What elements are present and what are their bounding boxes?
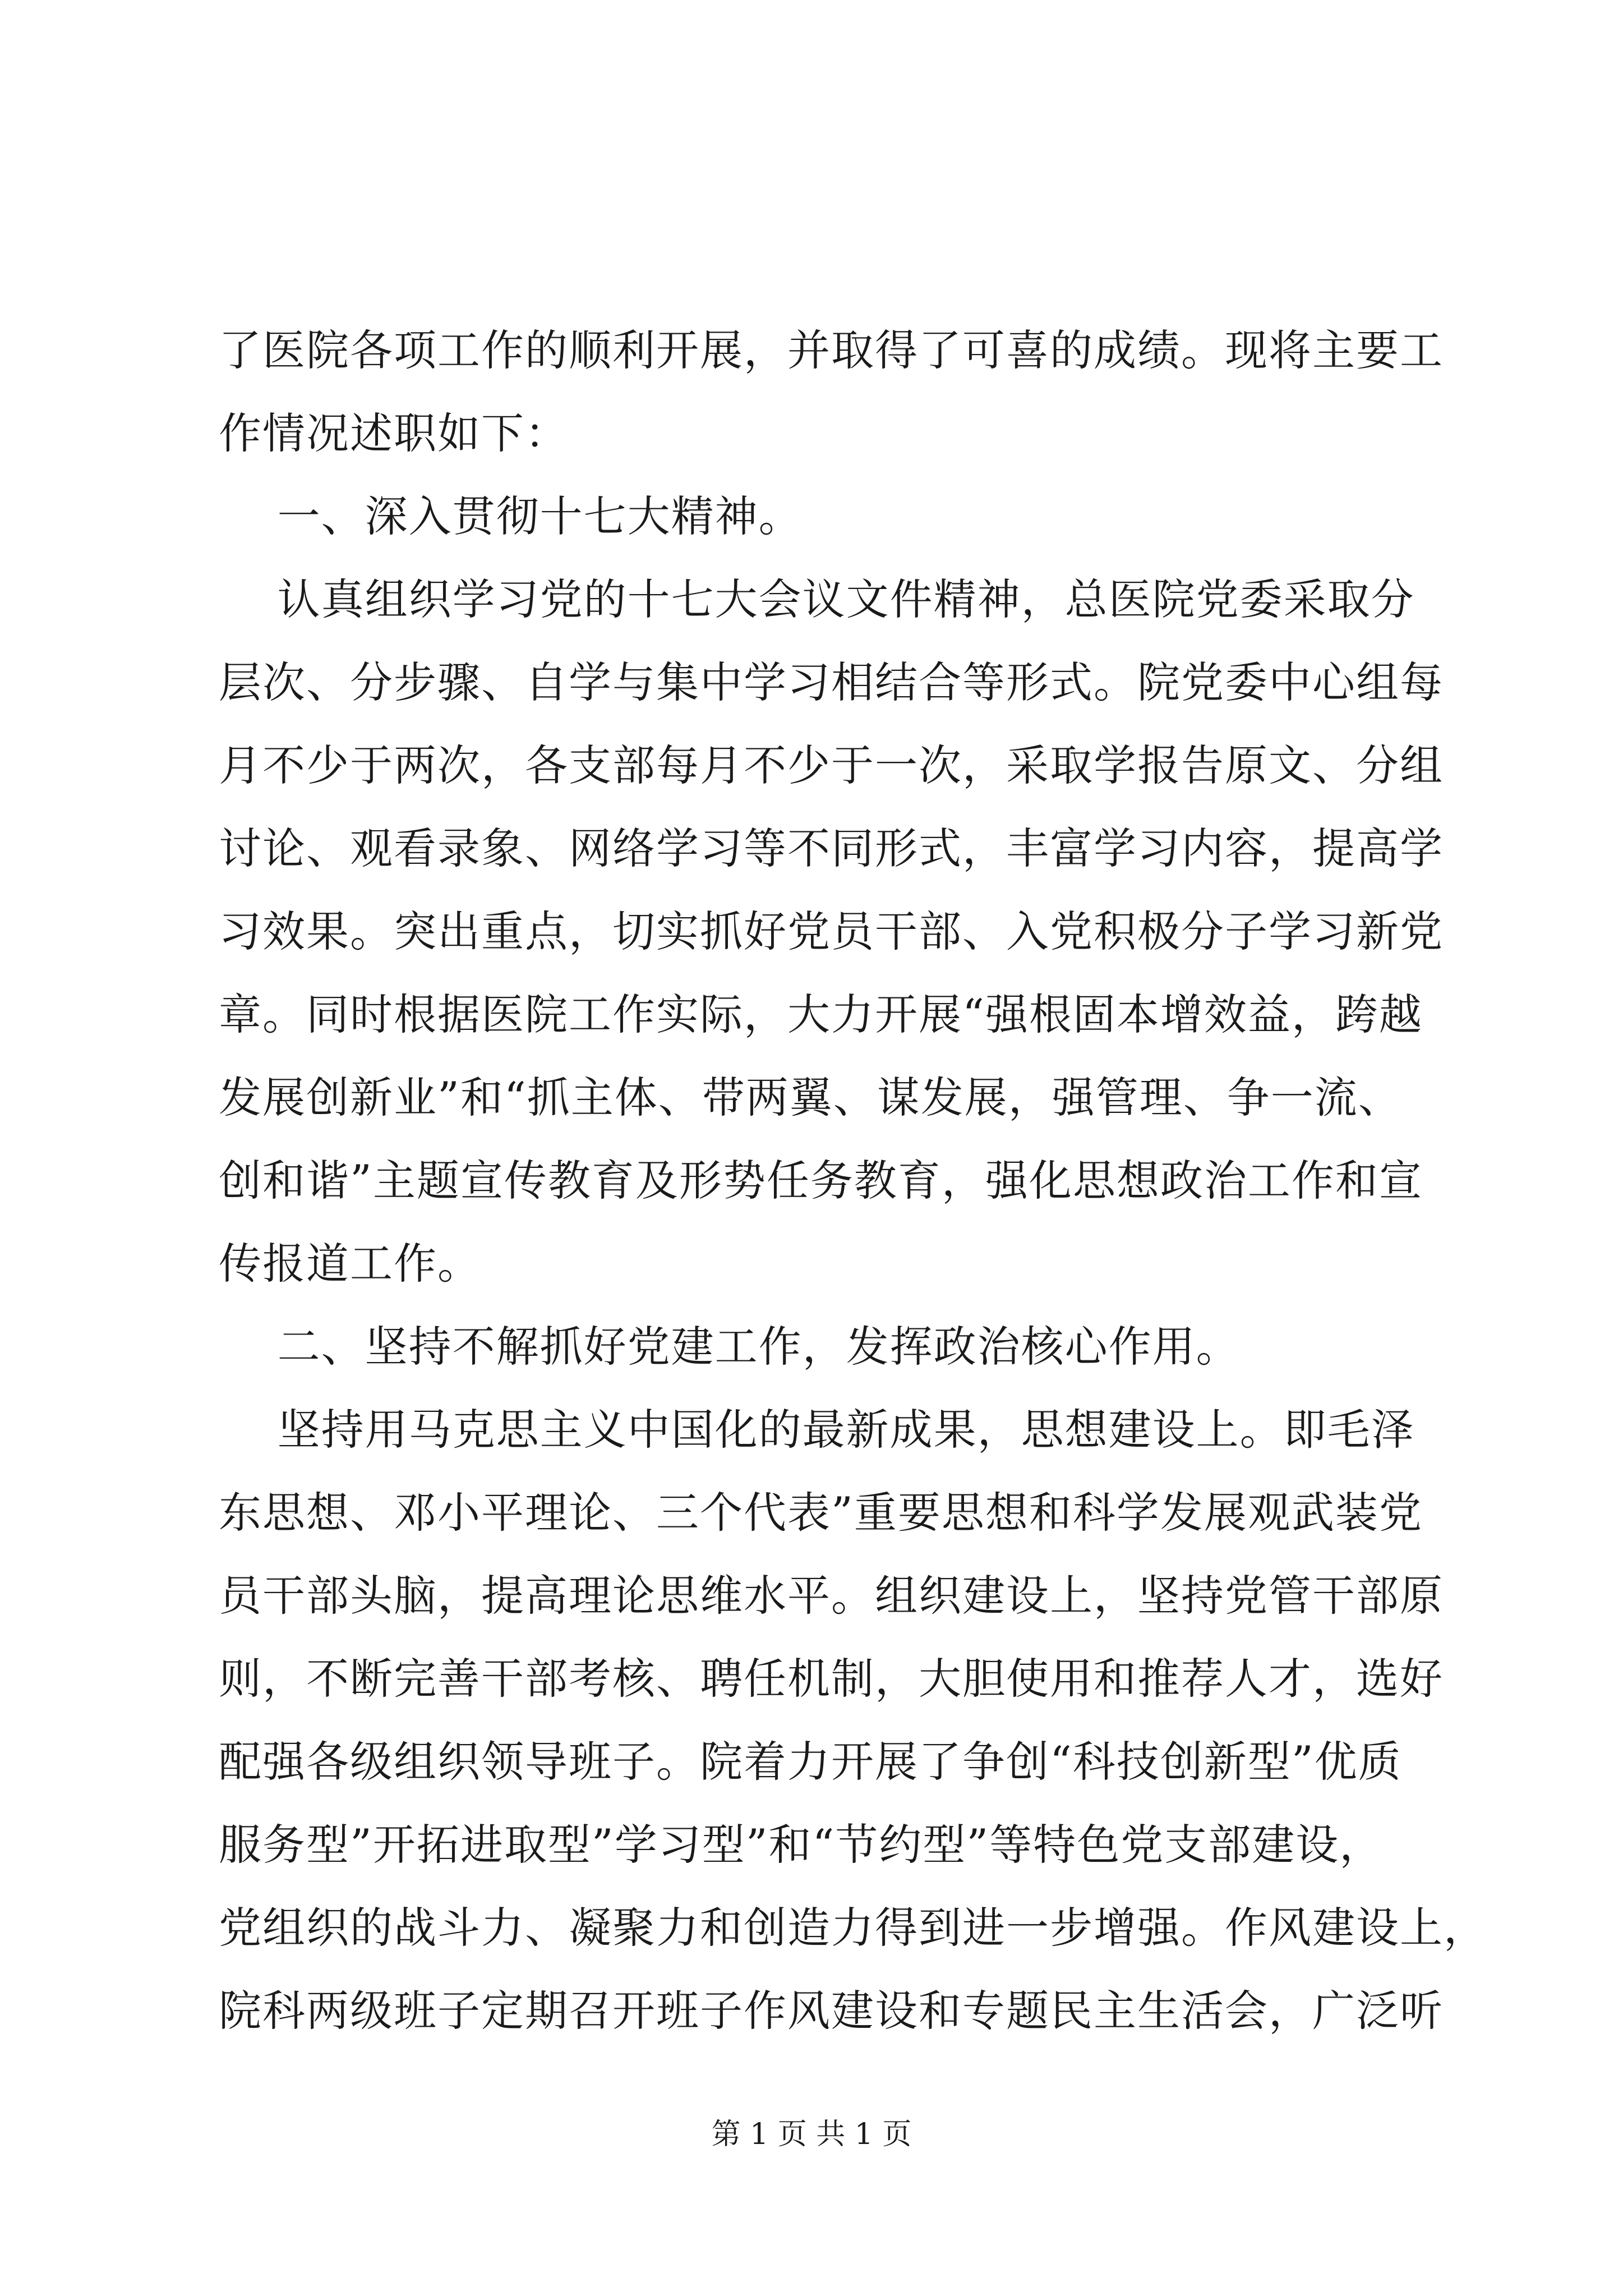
text-line: 创和谐”主题宣传教育及形势任务教育，强化思想政治工作和宣 — [219, 1156, 1423, 1205]
text-line: 月不少于两次，各支部每月不少于一次，采取学报告原文、分组 — [219, 740, 1444, 790]
text-line: 坚持用马克思主义中国化的最新成果，思想建设上。即毛泽 — [219, 1405, 1415, 1455]
text-line: 传报道工作。 — [219, 1239, 481, 1289]
text-line: 院科两级班子定期召开班子作风建设和专题民主生活会，广泛听 — [219, 1986, 1444, 2036]
text-line: 层次、分步骤、自学与集中学习相结合等形式。院党委中心组每 — [219, 657, 1444, 707]
text-line: 员干部头脑，提高理论思维水平。组织建设上，坚持党管干部原 — [219, 1571, 1444, 1621]
text-line: 配强各级组织领导班子。院着力开展了争创“科技创新型”优质 — [219, 1737, 1402, 1787]
section-heading: 一、深入贯彻十七大精神。 — [219, 491, 803, 541]
text-line: 章。同时根据医院工作实际，大力开展“强根固本增效益，跨越 — [219, 990, 1423, 1039]
text-line: 党组织的战斗力、凝聚力和创造力得到进一步增强。作风建设上， — [219, 1903, 1487, 1953]
text-line: 服务型”开拓进取型”学习型”和“节约型”等特色党支部建设， — [219, 1820, 1384, 1870]
text-line: 习效果。突出重点，切实抓好党员干部、入党积极分子学习新党 — [219, 907, 1444, 956]
page-number-footer: 第 1 页 共 1 页 — [711, 2118, 912, 2151]
text-line: 东思想、邓小平理论、三个代表”重要思想和科学发展观武装党 — [219, 1488, 1423, 1538]
section-heading: 二、坚持不解抓好党建工作，发挥政治核心作用。 — [219, 1322, 1240, 1372]
text-line: 了医院各项工作的顺利开展，并取得了可喜的成绩。现将主要工 — [219, 325, 1444, 375]
text-line: 发展创新业”和“抓主体、带两翼、谋发展，强管理、争一流、 — [219, 1073, 1402, 1122]
text-line: 作情况述职如下： — [219, 408, 569, 458]
text-line: 认真组织学习党的十七大会议文件精神，总医院党委采取分 — [219, 574, 1415, 624]
text-line: 则，不断完善干部考核、聘任机制，大胆使用和推荐人才，选好 — [219, 1654, 1444, 1704]
text-line: 讨论、观看录象、网络学习等不同形式，丰富学习内容，提高学 — [219, 823, 1444, 873]
